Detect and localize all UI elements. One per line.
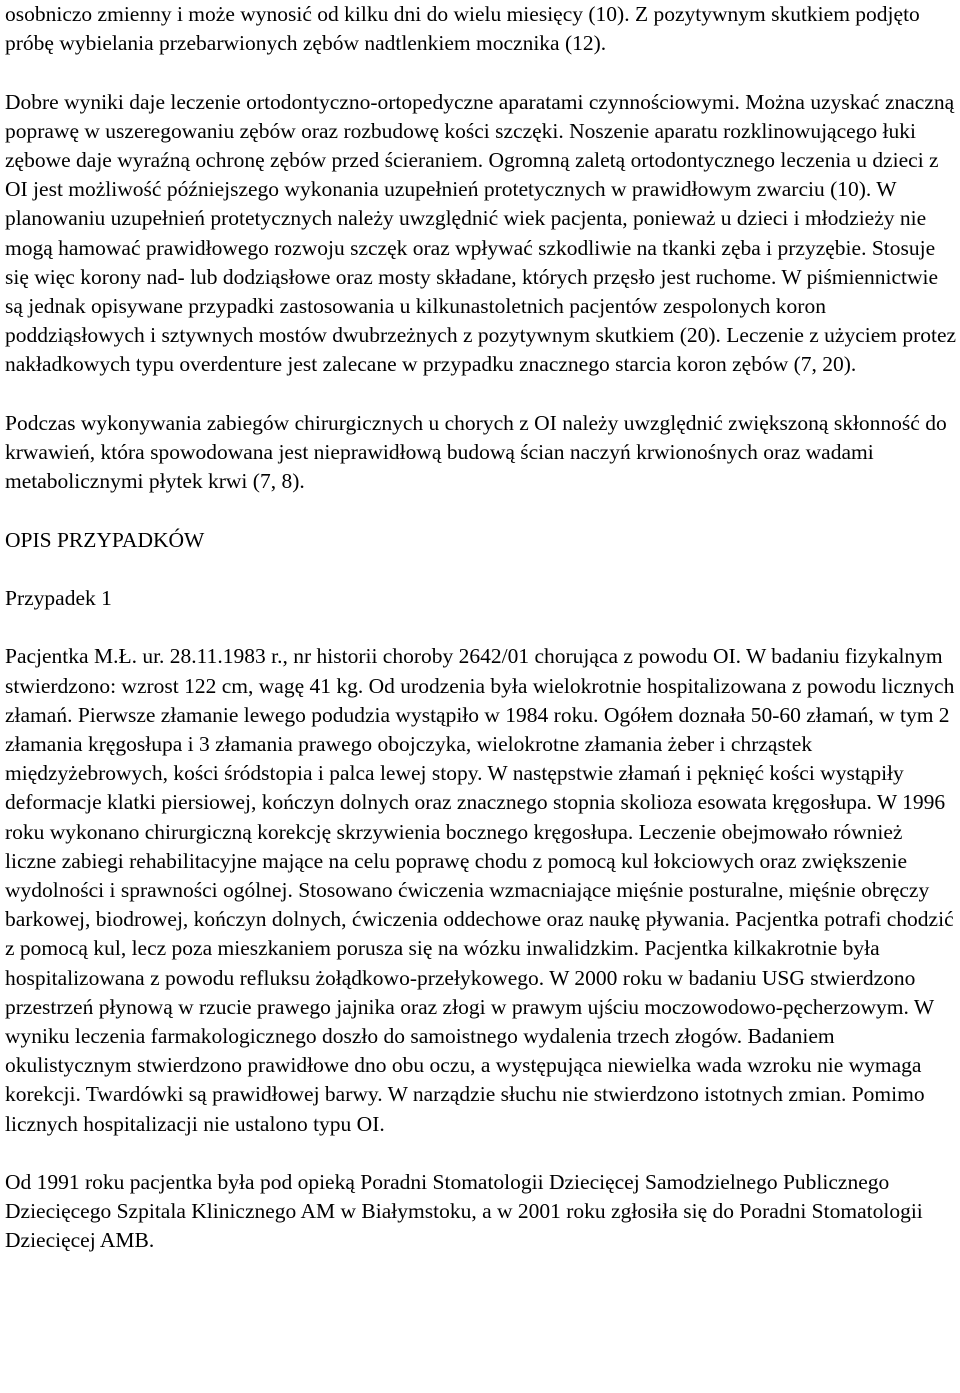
document-page (5, 0, 957, 1256)
paragraph-surgical-procedures: Podczas wykonywania zabiegów chirurgicznych u chorych z OI należy uwzględnić zwiększoną skłonność do krwawień, która spowodowana jest nieprawidłową budową ścian naczyń krwionośnych oraz wadami metabolicznymi płytek krwi (7, 8). (5, 410, 947, 494)
paragraph-case-history: Pacjentka M.Ł. ur. 28.11.1983 r., nr historii choroby 2642/01 chorująca z powodu OI. W badaniu fizykalnym stwierdzono: wzrost 122 cm, wagę 41 kg. Od urodzenia była wielokrotnie hospitalizowana z powodu licznych złamań. Pierwsze złamanie lewego podudzia wystąpiło w 1984 roku. Ogółem doznała 50-60 złamań, w tym 2 złamania kręgosłupa i 3 złamania prawego obojczyka, wielokrotne złamania żeber i chrząstek międzyżebrowych, kości śródstopia i palca lewej stopy. W następstwie złamań i pęknięć kości wystąpiły deformacje klatki piersiowej, kończyn dolnych oraz znacznego stopnia skolioza esowata kręgosłupa. W 1996 roku wykonano chirurgiczną korekcję skrzywienia bocznego kręgosłupa. Leczenie obejmowało również liczne zabiegi rehabilitacyjne mające na celu poprawę chodu z pomocą kul łokciowych oraz zwiększenie wydolności i sprawności ogólnej. Stosowano ćwiczenia wzmacniające mięśnie posturalne, mięśnie obręczy barkowej, biodrowej, kończyn dolnych, ćwiczenia oddechowe oraz naukę pływania. Pacjentka potrafi chodzić z pomocą kul, lecz poza mieszkaniem porusza się na wózku inwalidzkim. Pacjentka kilkakrotnie była hospitalizowana z powodu refluksu żołądkowo-przełykowego. W 2000 roku w badaniu USG stwierdzono przestrzeń płynową w rzucie prawego jajnika oraz złogi w prawym ujściu moczowodowo-pęcherzowym. W wyniku leczenia farmakologicznego doszło do samoistnego wydalenia trzech złogów. Badaniem okulistycznym stwierdzono prawidłowe dno obu oczu, a występująca niewielka wada wzroku nie wymaga korekcji. Twardówki są prawidłowej barwy. W narządzie słuchu nie stwierdzono istotnych zmian. Pomimo licznych hospitalizacji nie ustalono typu OI. (5, 644, 955, 1136)
paragraph-spacer (5, 380, 957, 409)
paragraph-spacer (5, 58, 957, 87)
paragraph-spacer (5, 1139, 957, 1168)
paragraph-case-care: Od 1991 roku pacjentka była pod opieką Poradni Stomatologii Dziecięcej Samodzielnego Publicznego Dziecięcego Szpitala Klinicznego AM w Białymstoku, a w 2001 roku zgłosiła się do Poradni Stomatologii Dziecięcej AMB. (5, 1170, 923, 1253)
case-heading: Przypadek 1 (5, 586, 112, 610)
paragraph-tooth-whitening: osobniczo zmienny i może wynosić od kilku dni do wielu miesięcy (10). Z pozytywnym skutkiem podjęto próbę wybielania przebarwionych zębów nadtlenkiem mocznika (12). (5, 2, 920, 56)
paragraph-spacer (5, 555, 957, 584)
paragraph-spacer (5, 496, 957, 525)
section-heading: OPIS PRZYPADKÓW (5, 527, 205, 552)
paragraph-spacer (5, 613, 957, 642)
paragraph-orthodontic-treatment: Dobre wyniki daje leczenie ortodontyczno-ortopedyczne aparatami czynnościowymi. Można uzyskać znaczną poprawę w uszeregowaniu zębów oraz rozbudowę kości szczęki. Noszenie aparatu rozklinowującego łuki zębowe daje wyraźną ochronę zębów przed ścieraniem. Ogromną zaletą ortodontycznego leczenia u dzieci z OI jest możliwość późniejszego wykonania uzupełnień protetycznych w prawidłowym zwarciu (10). W planowaniu uzupełnień protetycznych należy uwzględnić wiek pacjenta, ponieważ u dzieci i młodzieży nie mogą hamować prawidłowego rozwoju szczęk oraz wpływać szkodliwie na tkanki zęba i przyzębie. Stosuje się więc korony nad- lub dodziąsłowe oraz mosty składane, których przęsło jest ruchome. W piśmiennictwie są jednak opisywane przypadki zastosowania u kilkunastoletnich pacjentów zespolonych koron poddziąsłowych i sztywnych mostów dwubrzeżnych z pozytywnym skutkiem (20). Leczenie z użyciem protez nakładkowych typu overdenture jest zalecane w przypadku znacznego starcia koron zębów (7, 20). (5, 89, 957, 377)
